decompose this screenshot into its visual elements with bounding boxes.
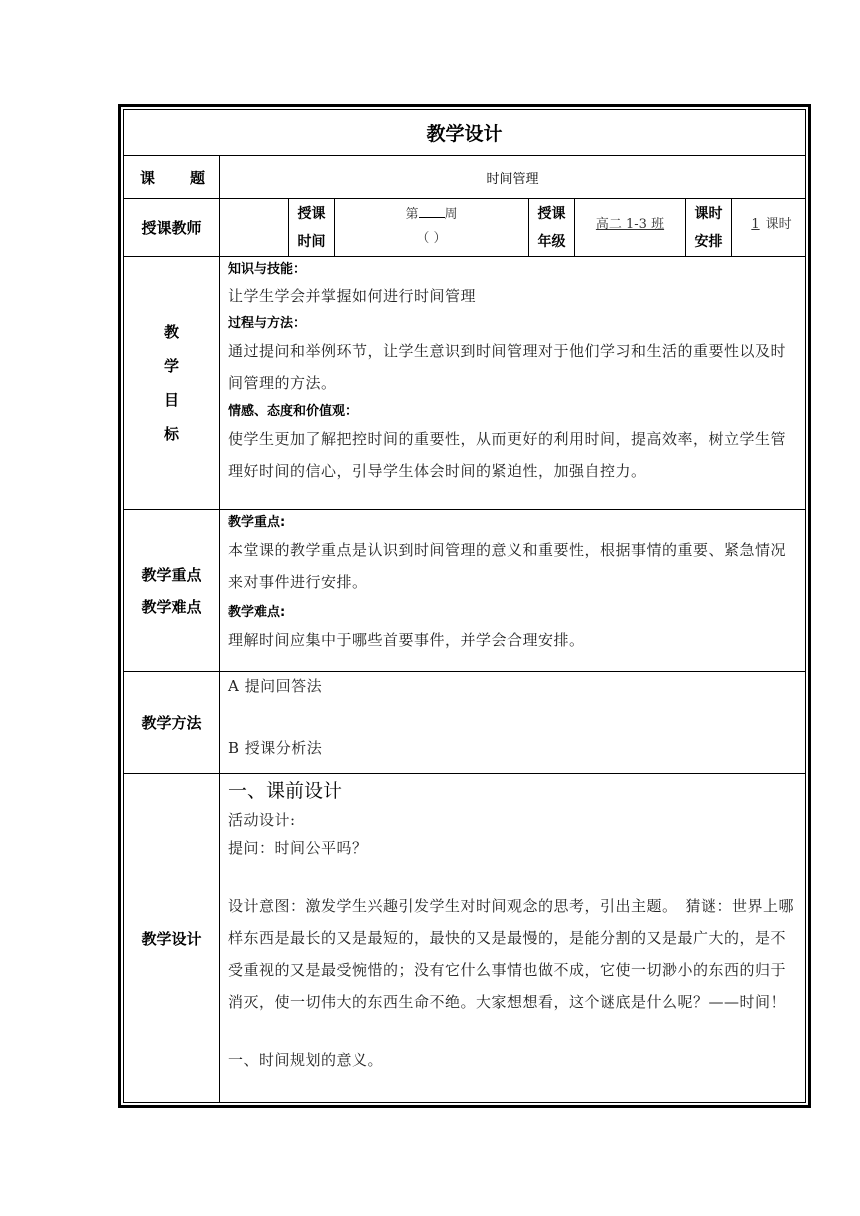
- teacher-row: [124, 199, 806, 257]
- grade-value: [575, 199, 686, 257]
- hours-label-line: 课时: [694, 205, 723, 222]
- lesson-plan-frame: [118, 104, 811, 1108]
- key-points-row: [124, 510, 806, 672]
- objectives-label: [124, 257, 220, 510]
- difficulty-text: 理解时间应集中于哪些首要事件，并学会合理安排。: [228, 631, 585, 649]
- teacher-value: [220, 199, 289, 257]
- design-intent-text: 设计意图：激发学生兴趣引发学生对时间观念的思考，引出主题。 猜谜：世界上哪样东西是最长的又是最短的，最快的又是最慢的，是能分割的又是最广大的，是不受重视的又是最受惋惜的；没有它什么事情也做不成，它使一切渺小的东西的归于消灭，使一切伟大的东西生命不绝。大家想想看，这个谜底是什么呢？——时间！: [228, 897, 795, 1011]
- objectives-label-char: 教: [163, 323, 179, 341]
- teacher-label: 授课教师: [124, 199, 220, 257]
- key-points-content: [220, 510, 806, 672]
- document-title: 教学设计: [124, 110, 806, 156]
- time-label-line: 授课: [297, 205, 326, 222]
- emotion-text: 使学生更加了解把控时间的重要性，从而更好的利用时间，提高效率，树立学生管理好时间的信心，引导学生体会时间的紧迫性，加强自控力。: [228, 430, 787, 480]
- knowledge-heading: 知识与技能：: [228, 262, 307, 277]
- objectives-row: [124, 257, 806, 510]
- process-heading: 过程与方法：: [228, 316, 307, 331]
- methods-content: [220, 672, 806, 774]
- week-prefix: 第: [405, 207, 419, 222]
- design-section-heading: 一、课前设计: [228, 780, 343, 802]
- key-points-label-line: 教学难点: [141, 597, 202, 616]
- objectives-label-char: 目: [163, 391, 179, 409]
- hours-unit: 课时: [765, 217, 792, 232]
- time-label-line: 时间: [297, 233, 326, 250]
- difficulty-heading: 教学难点:: [228, 605, 286, 620]
- key-points-label-line: 教学重点: [141, 565, 202, 584]
- key-points-label: [124, 510, 220, 672]
- time-label: [289, 199, 335, 257]
- week-suffix: 周: [444, 207, 458, 222]
- design-content: [220, 774, 806, 1103]
- knowledge-text: 让学生学会并掌握如何进行时间管理: [228, 287, 477, 305]
- objectives-label-char: 学: [163, 357, 179, 375]
- method-b: B 授课分析法: [228, 739, 323, 757]
- grade-label-line: 年级: [537, 233, 566, 250]
- objectives-label-char: 标: [163, 425, 179, 443]
- emotion-heading: 情感、态度和价值观：: [228, 404, 359, 419]
- topic-value: 时间管理: [220, 156, 806, 199]
- title-row: [124, 110, 806, 156]
- topic-label-char: 课: [140, 168, 156, 187]
- focus-text: 本堂课的教学重点是认识到时间管理的意义和重要性，根据事情的重要、紧急情况来对事件进行安排。: [228, 541, 787, 591]
- hours-label-line: 安排: [694, 233, 723, 250]
- methods-row: [124, 672, 806, 774]
- question-text: 提问：时间公平吗？: [228, 839, 368, 857]
- hours-number: 1: [751, 217, 760, 232]
- lesson-plan-table: [123, 109, 806, 1103]
- hours-label: [686, 199, 732, 257]
- focus-heading: 教学重点:: [228, 515, 286, 530]
- method-a: A 提问回答法: [228, 677, 323, 695]
- hours-value: [732, 199, 806, 257]
- grade-label-line: 授课: [537, 205, 566, 222]
- topic-row: [124, 156, 806, 199]
- design-label: 教学设计: [124, 774, 220, 1103]
- week-blank: [419, 205, 445, 218]
- time-paren: （ ）: [416, 231, 447, 246]
- next-section-heading: 一、时间规划的意义。: [228, 1051, 384, 1069]
- time-value: [335, 199, 529, 257]
- methods-label: 教学方法: [124, 672, 220, 774]
- objectives-content: [220, 257, 806, 510]
- design-row: [124, 774, 806, 1103]
- activity-design: 活动设计:: [228, 811, 296, 829]
- topic-label: [124, 156, 220, 199]
- topic-label-char: 题: [189, 168, 205, 187]
- process-text: 通过提问和举例环节，让学生意识到时间管理对于他们学习和生活的重要性以及时间管理的方法。: [228, 342, 787, 392]
- grade-label: [529, 199, 575, 257]
- grade-value-text: 高二 1-3 班: [595, 217, 665, 232]
